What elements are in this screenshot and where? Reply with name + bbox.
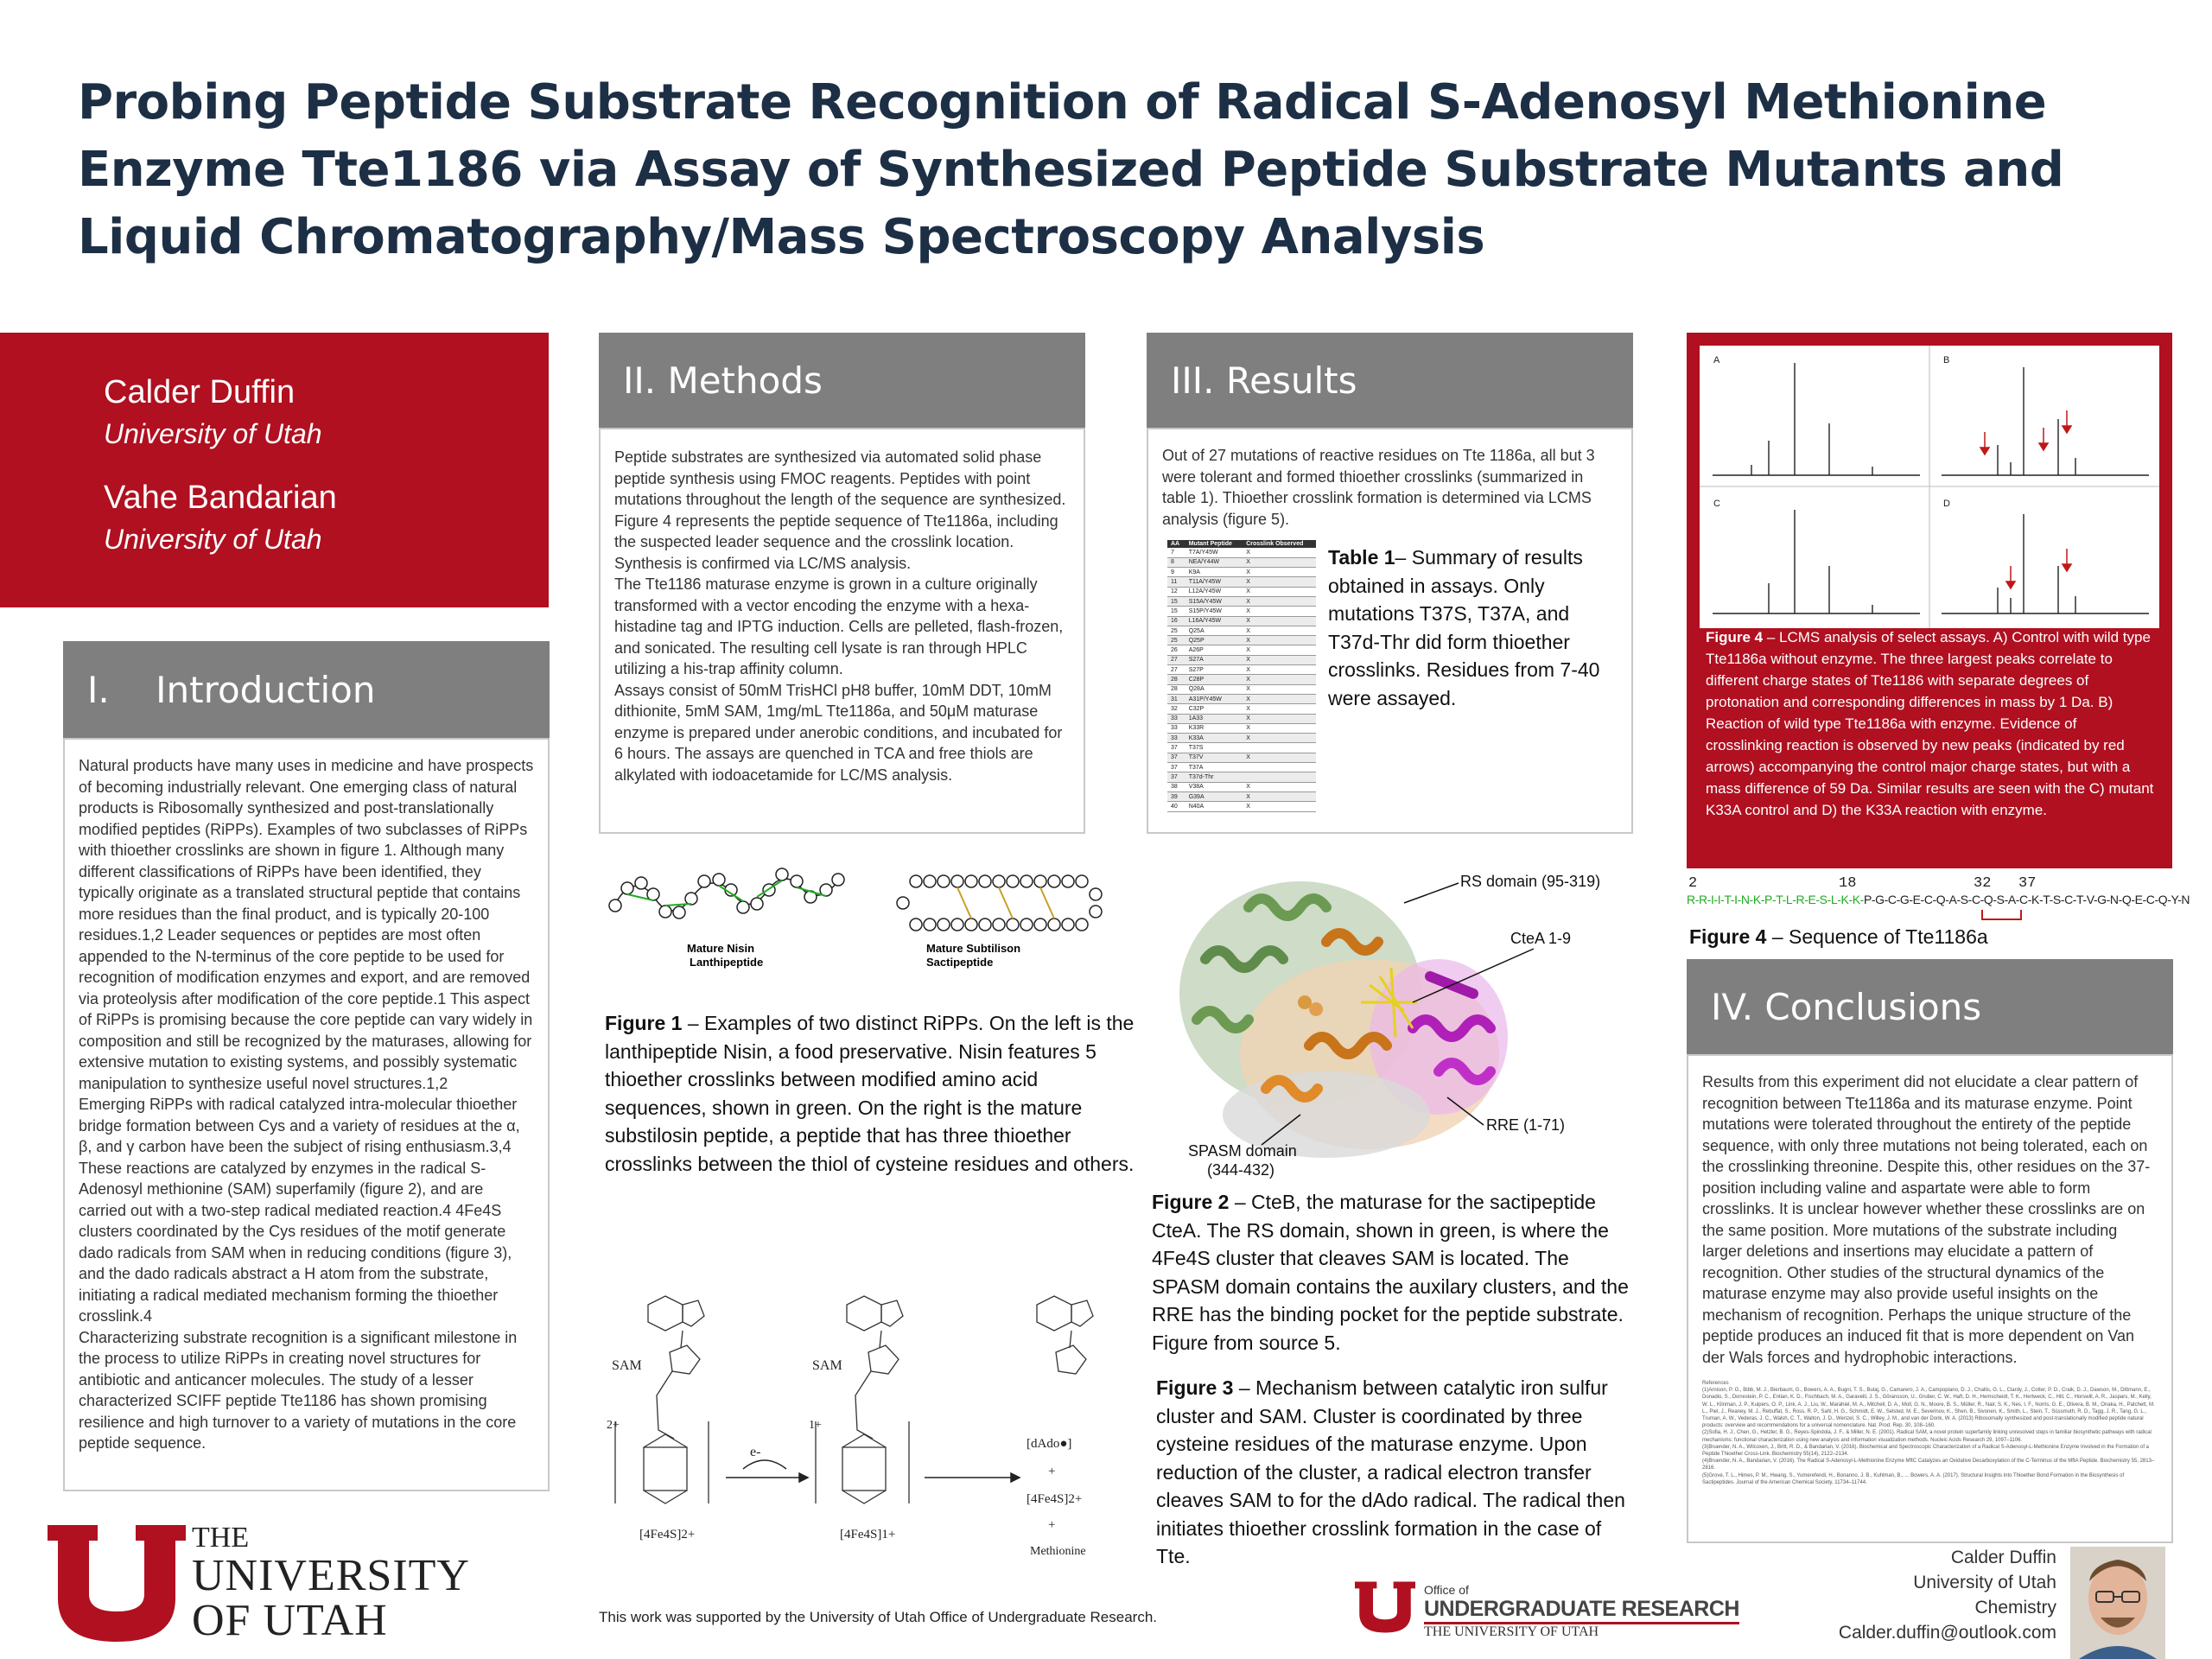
references: References (1)Arnison, P. G., Bibb, M. J., Bierbaum, G., Bowers, A. A., Bugni, T. S., Bulaj, G., Camarero, J. A., Campopiano, D. J., Challis, G. L., Clardy, J., Cotter, P. D., Craik, D. J., Dawson, M., Dittmann, E., Donadio, S., Dorrestein, P. C., Entian, K. D., Fischbach, M. A., Garavelli, J. S., Göransson, U., Gruber, C. W., Haft, D. H., Hemscheidt, T. K., Hertweck, C., Hill, C., Horswill, A. R., Jaspars, M., Kelly, W. L., Klinman, J. P., Kuipers, O. P., Link, A. J., Liu, W., Marahiel, M. A., Mitchell, D. A., Moll, G. N., Moore, B. S., Müller, R., Nair, S. K., Nes, I. F., Norris, G. E., Olivera, B. M., Onaka, H., Patchett, M. L., Piel, J., Reaney, M. J., Rebuffat, S., Ross, R. P., Sahl, H. G., Schmidt, E. W., Selsted, M. E., Severinov, K., Shen, B., Sivonen, K., Smith, L., Stein, T., Süssmuth, R. D., Tagg, J. R., Tang, G. L., Truman, A. W., Vederas, J. C., Walsh, C. T., Walton, J. D., Wenzel, S. C., Willey, J. M., and van der Donk, W. A. (2013) Ribosomally synthesized and post-translationally modified peptide natural products: overview and recommendations for a universal nomenclature. Nat. Prod. Rep. 30, 108–160. (2)Sofia, H. J., Chen, G., Hetzler, B. G., Reyes-Spindola, J. F., & Miller, N. E. (2001). Radical SAM, a novel protein superfamily linking unresolved steps in familiar biosynthetic pathways with radical mechanisms: functional characterization using new analysis and information visualization methods. Nucleic Acids Research 29, 1097–1106. (3)Bruender, N. A., Wilcoxen, J., Britt, R. D., & Bandarian, V. (2016). Biochemical and Spectroscopic Characterization of a Radical S-Adenosyl-L-Methionine Enzyme Involved in the Formation of a Peptide Thioether Cross-Link. Biochemistry 55(14), 2122–2134. (4)Bruender, N. A., Bandarian, V. (2016). The Radical S-Adenosyl-L-Methionine Enzyme MftC Catalyzes an Oxidative Decarboxylation of the C-Terminus of the MftA Peptide. Biochemistry 55, 2813–2816. (5)Grove, T. L., Himes, P. M., Hwang, S., Yumerefendi, H., Bonanno, J. B., Kuhlman, B., ... Bowers, A. A. (2017). Structural Insights into Thioether Bond Formation in the Biosynthesis of Sactipeptides. Journal of the American Chemical Society, 11734–11744. [1702,1381,2155,1485]
table-cell-crosslink: X [1243,782,1316,791]
table-row [1167,636,1316,645]
table-cell-crosslink: X [1243,577,1316,587]
table-cell-aa: 37 [1167,763,1185,772]
table-cell-crosslink: X [1243,557,1316,567]
table-cell-aa: 37 [1167,772,1185,782]
table-cell-mutant: K33A [1185,734,1243,743]
seq-number-32: 32 [1974,875,1992,892]
table-row [1167,645,1316,655]
ugr-undergraduate-research: UNDERGRADUATE RESEARCH [1424,1597,1739,1624]
table-row [1167,577,1316,587]
intro-text: Natural products have many uses in medicine and have prospects of becoming industrially relevant. One emerging class of natural products is Ribosomally synthesized and post-translationally modified peptides (RiPPs). Examples of two subclasses of RiPPs with thioether crosslinks are shown in figure 1. Although many different classifications of RiPPs have been identified, they typically originate as a translated structural peptide that contains more residues than the final product, and is typically 20-100 residues.1,2 Leader sequences or peptides are most often appended to the N-terminus of the core peptide to be used for recognition of modification enzymes and export, and are removed via proteolysis after modification of the core peptide.1 This aspect of RiPPs is promising because the core peptide can vary widely in composition and still be recognized by the maturases, allowing for extensive mutation to existing systems, and possibly systematic manipulation to synthesize useful novel structures.1,2 Emerging RiPPs with radical catalyzed intra-molecular thioether bridge formation between Cys and a variety of residues at the α, β, and γ carbon have been the subject of rising enthusiasm.3,4 These reactions are catalyzed by enzymes in the radical S-Adenosyl methionine (SAM) superfamily (figure 2), and are carried out with a two-step radical mediated reaction.4 4Fe4S clusters coordinated by the Cys residues of the motif generate dado radicals from SAM when in reducing conditions (figure 3), and the dado radicals abstract a H atom from the substrate, initiating a radical mediated mechanism forming the thioether crosslink.4 Characterizing substrate recognition is a significant milestone in the process to utilize RiPPs in creating novel structures for antibiotic and anticancer molecules. The study of a lesser characterized SCIFF peptide Tte1186 has shown promising resilience and high turnover to a variety of mutations in the core peptide sequence. [79,757,534,1452]
author-1-affiliation: University of Utah [104,418,322,449]
spasm-label-1: SPASM domain [1188,1142,1297,1160]
table-1-caption-text: – Summary of results obtained in assays. Only mutations T37S, T37A, and T37d-Thr did form thioether crosslinks. Residues from 7-40 were assayed. [1328,546,1600,709]
results-text: Out of 27 mutations of reactive residues on Tte 1186a, all but 3 were tolerant and formed thioether crosslinks (summarized in table 1). Thioether crosslink formation is determined via LCMS analysis (figure 5). [1162,447,1595,528]
figure-2-protein-structure [1154,855,1637,1184]
table-cell-aa: 33 [1167,714,1185,723]
table-cell-mutant: T37A [1185,763,1243,772]
figure-1-caption [605,1009,1141,1178]
nisin-label-2: Lanthipeptide [690,956,764,969]
sequence-leader: R-R-I-I-T-I-N-K-P-T-L-R-E-S-L-K-K- [1687,893,1864,906]
table-cell-mutant: T7A/Y45W [1185,548,1243,557]
seq-number-37: 37 [2018,875,2037,892]
table-cell-aa: 38 [1167,782,1185,791]
contact-email[interactable]: Calder.duffin@outlook.com [1838,1623,2056,1643]
electron-label: e- [750,1445,761,1459]
table-row [1167,548,1316,557]
wordmark-university: UNIVERSITY [192,1551,470,1600]
table-cell-mutant: K9A [1185,568,1243,577]
nisin-structure [609,868,844,918]
university-wordmark [192,1522,470,1643]
table-cell-crosslink: X [1243,723,1316,733]
wordmark-of-utah: OF UTAH [192,1596,388,1645]
subtilosin-label-1: Mature Subtilison [926,942,1021,955]
funding-statement: This work was supported by the University of Utah Office of Undergraduate Research. [599,1609,1157,1625]
results-table-header [1167,540,1316,548]
figure-4-caption-label: Figure 4 [1706,629,1764,645]
table-cell-crosslink [1243,763,1316,772]
table-cell-mutant: N40A [1185,802,1243,811]
table-row [1167,675,1316,684]
table-row [1167,665,1316,675]
subtilosin-crosslinks [957,887,1054,918]
charge-label-2: 1+ [809,1419,822,1432]
ugr-wordmark [1424,1583,1739,1640]
table-cell-crosslink: X [1243,636,1316,645]
figure-3-caption-text: – Mechanism between catalytic iron sulfur cluster and SAM. Cluster is coordinated by three cysteine residues of the maturase enzyme. Upon reduction of the cluster, a radical electron transfer cleaves SAM to for the dAdo radical. The radical then initiates thioether crosslink formation in the case of Tte. [1156,1376,1625,1567]
results-table-body [1167,548,1316,811]
table-row [1167,596,1316,606]
table-cell-aa: 27 [1167,665,1185,675]
table-cell-crosslink: X [1243,626,1316,635]
sequence-caption-label: Figure 4 [1689,925,1767,948]
results-panel [1147,428,1633,834]
table-row [1167,782,1316,791]
table-row [1167,587,1316,596]
figure-4-caption-text: – LCMS analysis of select assays. A) Control with wild type Tte1186a without enzyme. The three largest peaks correlate to different charge states of Tte1186 with separate degrees of protonation and corresponding differences in mass by 1 Da. B) Reaction of wild type Tte1186a with enzyme. Evidence of crosslinking reaction is observed by new peaks (indicated by red arrows) accompanying the control major charge states, but with a mass difference of 59 Da. Similar results are seen with the C) mutant K33A control and D) the K33A reaction with enzyme. [1706,629,2154,818]
plus-2: + [1048,1518,1056,1532]
figure-3-caption-label: Figure 3 [1156,1376,1234,1399]
table-cell-mutant: C32P [1185,704,1243,714]
sam-label-2: SAM [812,1358,842,1373]
table-row [1167,772,1316,782]
table-row [1167,743,1316,753]
dado-label: [dAdo●] [1027,1437,1072,1451]
table-row [1167,616,1316,626]
methods-header: II. Methods [599,333,1085,428]
poster-title: Probing Peptide Substrate Recognition of Radical S-Adenosyl Methionine Enzyme Tte1186 via Assay of Synthesized Peptide Substrate Mutants and Liquid Chromatography/Mass Spectroscopy Analysis [78,74,2064,265]
charge-label-1: 2+ [607,1419,620,1432]
table-cell-aa: 33 [1167,723,1185,733]
table-cell-crosslink: X [1243,753,1316,762]
table-cell-aa: 32 [1167,704,1185,714]
table-cell-mutant: T37S [1185,743,1243,753]
peptide-sequence [1687,893,2190,906]
table-1-caption [1328,543,1622,712]
sam-label-1: SAM [612,1358,642,1373]
figure-1-caption-text: – Examples of two distinct RiPPs. On the left is the lanthipeptide Nisin, a food preservative. Nisin features 5 thioether crosslinks between modified amino acid sequences, shown in green. On the right is the mature substilosin peptide, a peptide that has three thioether crosslinks between the thiol of cysteine residues and others. [605,1012,1135,1175]
spectrum-label-a: A [1713,355,1720,365]
table-cell-aa: 31 [1167,694,1185,703]
table-cell-mutant: A31P/Y45W [1185,694,1243,703]
table-cell-mutant: A26P [1185,645,1243,655]
rs-domain-label: RS domain (95-319) [1460,873,1601,890]
table-cell-mutant: T37V [1185,753,1243,762]
contact-name: Calder Duffin [1950,1548,2056,1567]
contact-affiliation: University of Utah [1913,1573,2056,1592]
table-cell-aa: 28 [1167,675,1185,684]
sequence-caption [1689,923,2173,951]
sequence-numbers [1687,875,2171,893]
table-cell-aa: 8 [1167,557,1185,567]
methionine-label: Methionine [1030,1545,1086,1558]
table-cell-aa: 16 [1167,616,1185,626]
figure-2-caption [1152,1188,1636,1357]
table-cell-aa: 25 [1167,626,1185,635]
table-row [1167,694,1316,703]
table-cell-aa: 26 [1167,645,1185,655]
table-cell-crosslink: X [1243,645,1316,655]
author-1-name: Calder Duffin [104,374,296,410]
table-cell-mutant: T11A/Y45W [1185,577,1243,587]
methods-panel [599,428,1085,834]
mechanism-structures [615,1296,1093,1503]
table-cell-mutant: V38A [1185,782,1243,791]
table-cell-aa: 40 [1167,802,1185,811]
figure-2-caption-label: Figure 2 [1152,1191,1230,1213]
table-cell-mutant: Q25P [1185,636,1243,645]
spectrum-label-b: B [1943,355,1950,365]
cluster-label-2: [4Fe4S]1+ [840,1528,896,1541]
table-cell-crosslink: X [1243,694,1316,703]
table-cell-aa: 28 [1167,684,1185,694]
table-cell-crosslink: X [1243,684,1316,694]
product-cluster-label: [4Fe4S]2+ [1027,1492,1083,1506]
table-cell-mutant: NEA/Y44W [1185,557,1243,567]
sequence-core: P-G-C-G-E-C-Q-A-S-C-Q-S-A-C-K-T-S-C-T-V-G-N-Q-E-C-Q-Y-N [1863,893,2190,906]
plus-1: + [1048,1465,1056,1478]
table-row [1167,763,1316,772]
table-row [1167,626,1316,635]
table-header-aa: AA [1167,540,1185,548]
table-cell-mutant: 1A33 [1185,714,1243,723]
table-cell-mutant: L16A/Y45W [1185,616,1243,626]
spectrum-label-c: C [1713,499,1720,509]
reaction-arrows [726,1460,1020,1482]
figure-2-caption-text: – CteB, the maturase for the sactipeptide CteA. The RS domain, shown in green, is where the 4Fe4S cluster that cleaves SAM is located. The SPASM domain contains the auxilary clusters, and the RRE has the binding pocket for the peptide substrate. Figure from source 5. [1152,1191,1629,1354]
figure-3-caption [1156,1374,1640,1571]
table-cell-aa: 15 [1167,607,1185,616]
table-cell-crosslink: X [1243,675,1316,684]
table-row [1167,557,1316,567]
table-cell-crosslink: X [1243,734,1316,743]
ugr-university: THE UNIVERSITY OF UTAH [1424,1624,1599,1639]
lcms-spectra [1700,346,2159,628]
table-row [1167,684,1316,694]
utah-u-logo [48,1525,186,1642]
table-cell-aa: 9 [1167,568,1185,577]
table-cell-crosslink: X [1243,596,1316,606]
table-row [1167,753,1316,762]
subtilosin-structure [897,875,1102,931]
table-cell-mutant: S27P [1185,665,1243,675]
table-row [1167,802,1316,811]
table-cell-mutant: L12A/Y45W [1185,587,1243,596]
table-cell-aa: 7 [1167,548,1185,557]
author-photo [2070,1547,2165,1659]
table-row [1167,704,1316,714]
cluster-label-1: [4Fe4S]2+ [639,1528,696,1541]
table-cell-aa: 12 [1167,587,1185,596]
figure-4-caption [1706,626,2155,821]
contact-block [1763,1545,2056,1645]
table-cell-crosslink: X [1243,568,1316,577]
table-cell-crosslink: X [1243,791,1316,801]
authors-box [0,333,549,607]
table-row [1167,568,1316,577]
table-cell-aa: 39 [1167,791,1185,801]
seq-number-2: 2 [1688,875,1698,892]
figure-4-panel [1687,333,2172,868]
table-cell-mutant: C28P [1185,675,1243,684]
figure-1-caption-label: Figure 1 [605,1012,683,1034]
table-row [1167,734,1316,743]
conclusions-text: Results from this experiment did not elucidate a clear pattern of recognition between Tte1186a and its maturase enzyme. Point mutations were tolerated throughout the entirety of the peptide sequence, with only three mutations not being tolerated, each on the crosslinking threonine. Despite this, other residues on the 37-position including valine and aspartate were able to form crosslinks. It is unclear however whether these crosslinks are on the same position. More mutations of the substrate including larger deletions and insertions may elucidate a pattern of recognition. Other studies of the structural dynamics of the maturase enzyme may also provide useful insights on the mechanism of recognition. Perhaps the unique structure of the peptide produces an induced fit that is more dependent on Van der Wals forces and hydrophobic interactions. [1702,1073,2151,1366]
figure-1-ripps [605,855,1115,985]
table-cell-mutant: S27A [1185,655,1243,664]
spectrum-label-d: D [1943,499,1950,509]
ctea-label: CteA 1-9 [1510,930,1572,947]
nisin-label-1: Mature Nisin [687,942,755,955]
ugr-u-logo [1355,1581,1415,1633]
ugr-office-of: Office of [1424,1583,1469,1597]
methods-text: Peptide substrates are synthesized via automated solid phase peptide synthesis using FMOC reagents. Peptides with point mutations throughout the length of the sequence are synthesized. Figure 4 represents the peptide sequence of Tte1186a, including the suspected leader sequence and the crosslink location. Synthesis is confirmed via LC/MS analysis. The Tte1186 maturase enzyme is grown in a culture originally transformed with a vector encoding the enzyme with a hexa-histadine tag and IPTG induction. Cells are pelleted, flash-frozen, and sonicated. The resulting cell lysate is ran through HPLC utilizing a his-trap affinity column. Assays consist of 50mM TrisHCl pH8 buffer, 10mM DDT, 10mM dithionite, 5mM SAM, 1mg/mL Tte1186a, and 50μM maturase enzyme is prepared under anerobic conditions, and incubated for 6 hours. The assays are quenched in TCA and free thiols are alkylated with iodoacetamide for LC/MS analysis. [614,448,1066,784]
table-cell-mutant: S15P/Y45W [1185,607,1243,616]
table-row [1167,723,1316,733]
subtilosin-label-2: Sactipeptide [926,956,994,969]
results-header: III. Results [1147,333,1633,428]
table-cell-mutant: K33R [1185,723,1243,733]
table-cell-crosslink: X [1243,802,1316,811]
table-cell-aa: 37 [1167,743,1185,753]
table-cell-aa: 37 [1167,753,1185,762]
author-2-affiliation: University of Utah [104,524,322,555]
crosslink-bracket [1981,910,2022,920]
table-row [1167,607,1316,616]
intro-header: I. Introduction [63,641,550,738]
figure-3-mechanism [605,1283,1115,1568]
table-cell-crosslink: X [1243,714,1316,723]
contact-department: Chemistry [1974,1598,2056,1618]
table-cell-mutant: Q25A [1185,626,1243,635]
table-cell-crosslink: X [1243,607,1316,616]
table-cell-crosslink [1243,743,1316,753]
results-table [1167,540,1316,812]
table-cell-crosslink: X [1243,665,1316,675]
table-cell-mutant: G39A [1185,791,1243,801]
table-cell-aa: 15 [1167,596,1185,606]
table-cell-aa: 11 [1167,577,1185,587]
table-cell-mutant: T37d-Thr [1185,772,1243,782]
table-cell-crosslink: X [1243,704,1316,714]
author-2-name: Vahe Bandarian [104,480,337,516]
conclusions-header: IV. Conclusions [1687,959,2173,1054]
table-cell-aa: 25 [1167,636,1185,645]
table-cell-aa: 33 [1167,734,1185,743]
table-cell-crosslink: X [1243,655,1316,664]
table-cell-crosslink: X [1243,616,1316,626]
table-header-crosslink: Crosslink Observed [1243,540,1316,548]
table-cell-mutant: S15A/Y45W [1185,596,1243,606]
table-cell-mutant: Q28A [1185,684,1243,694]
wordmark-the: THE [192,1522,250,1554]
table-header-mutant: Mutant Peptide [1185,540,1243,548]
table-cell-crosslink: X [1243,587,1316,596]
seq-number-18: 18 [1839,875,1857,892]
table-cell-aa: 27 [1167,655,1185,664]
intro-panel [63,738,550,1491]
sequence-caption-text: – Sequence of Tte1186a [1766,925,1988,948]
table-row [1167,714,1316,723]
table-row [1167,655,1316,664]
table-cell-crosslink: X [1243,548,1316,557]
table-1-caption-label: Table 1 [1328,546,1395,569]
table-cell-crosslink [1243,772,1316,782]
rre-label: RRE (1-71) [1486,1116,1566,1134]
table-row [1167,791,1316,801]
conclusions-panel [1687,1054,2173,1543]
spasm-label-2: (344-432) [1207,1161,1275,1179]
